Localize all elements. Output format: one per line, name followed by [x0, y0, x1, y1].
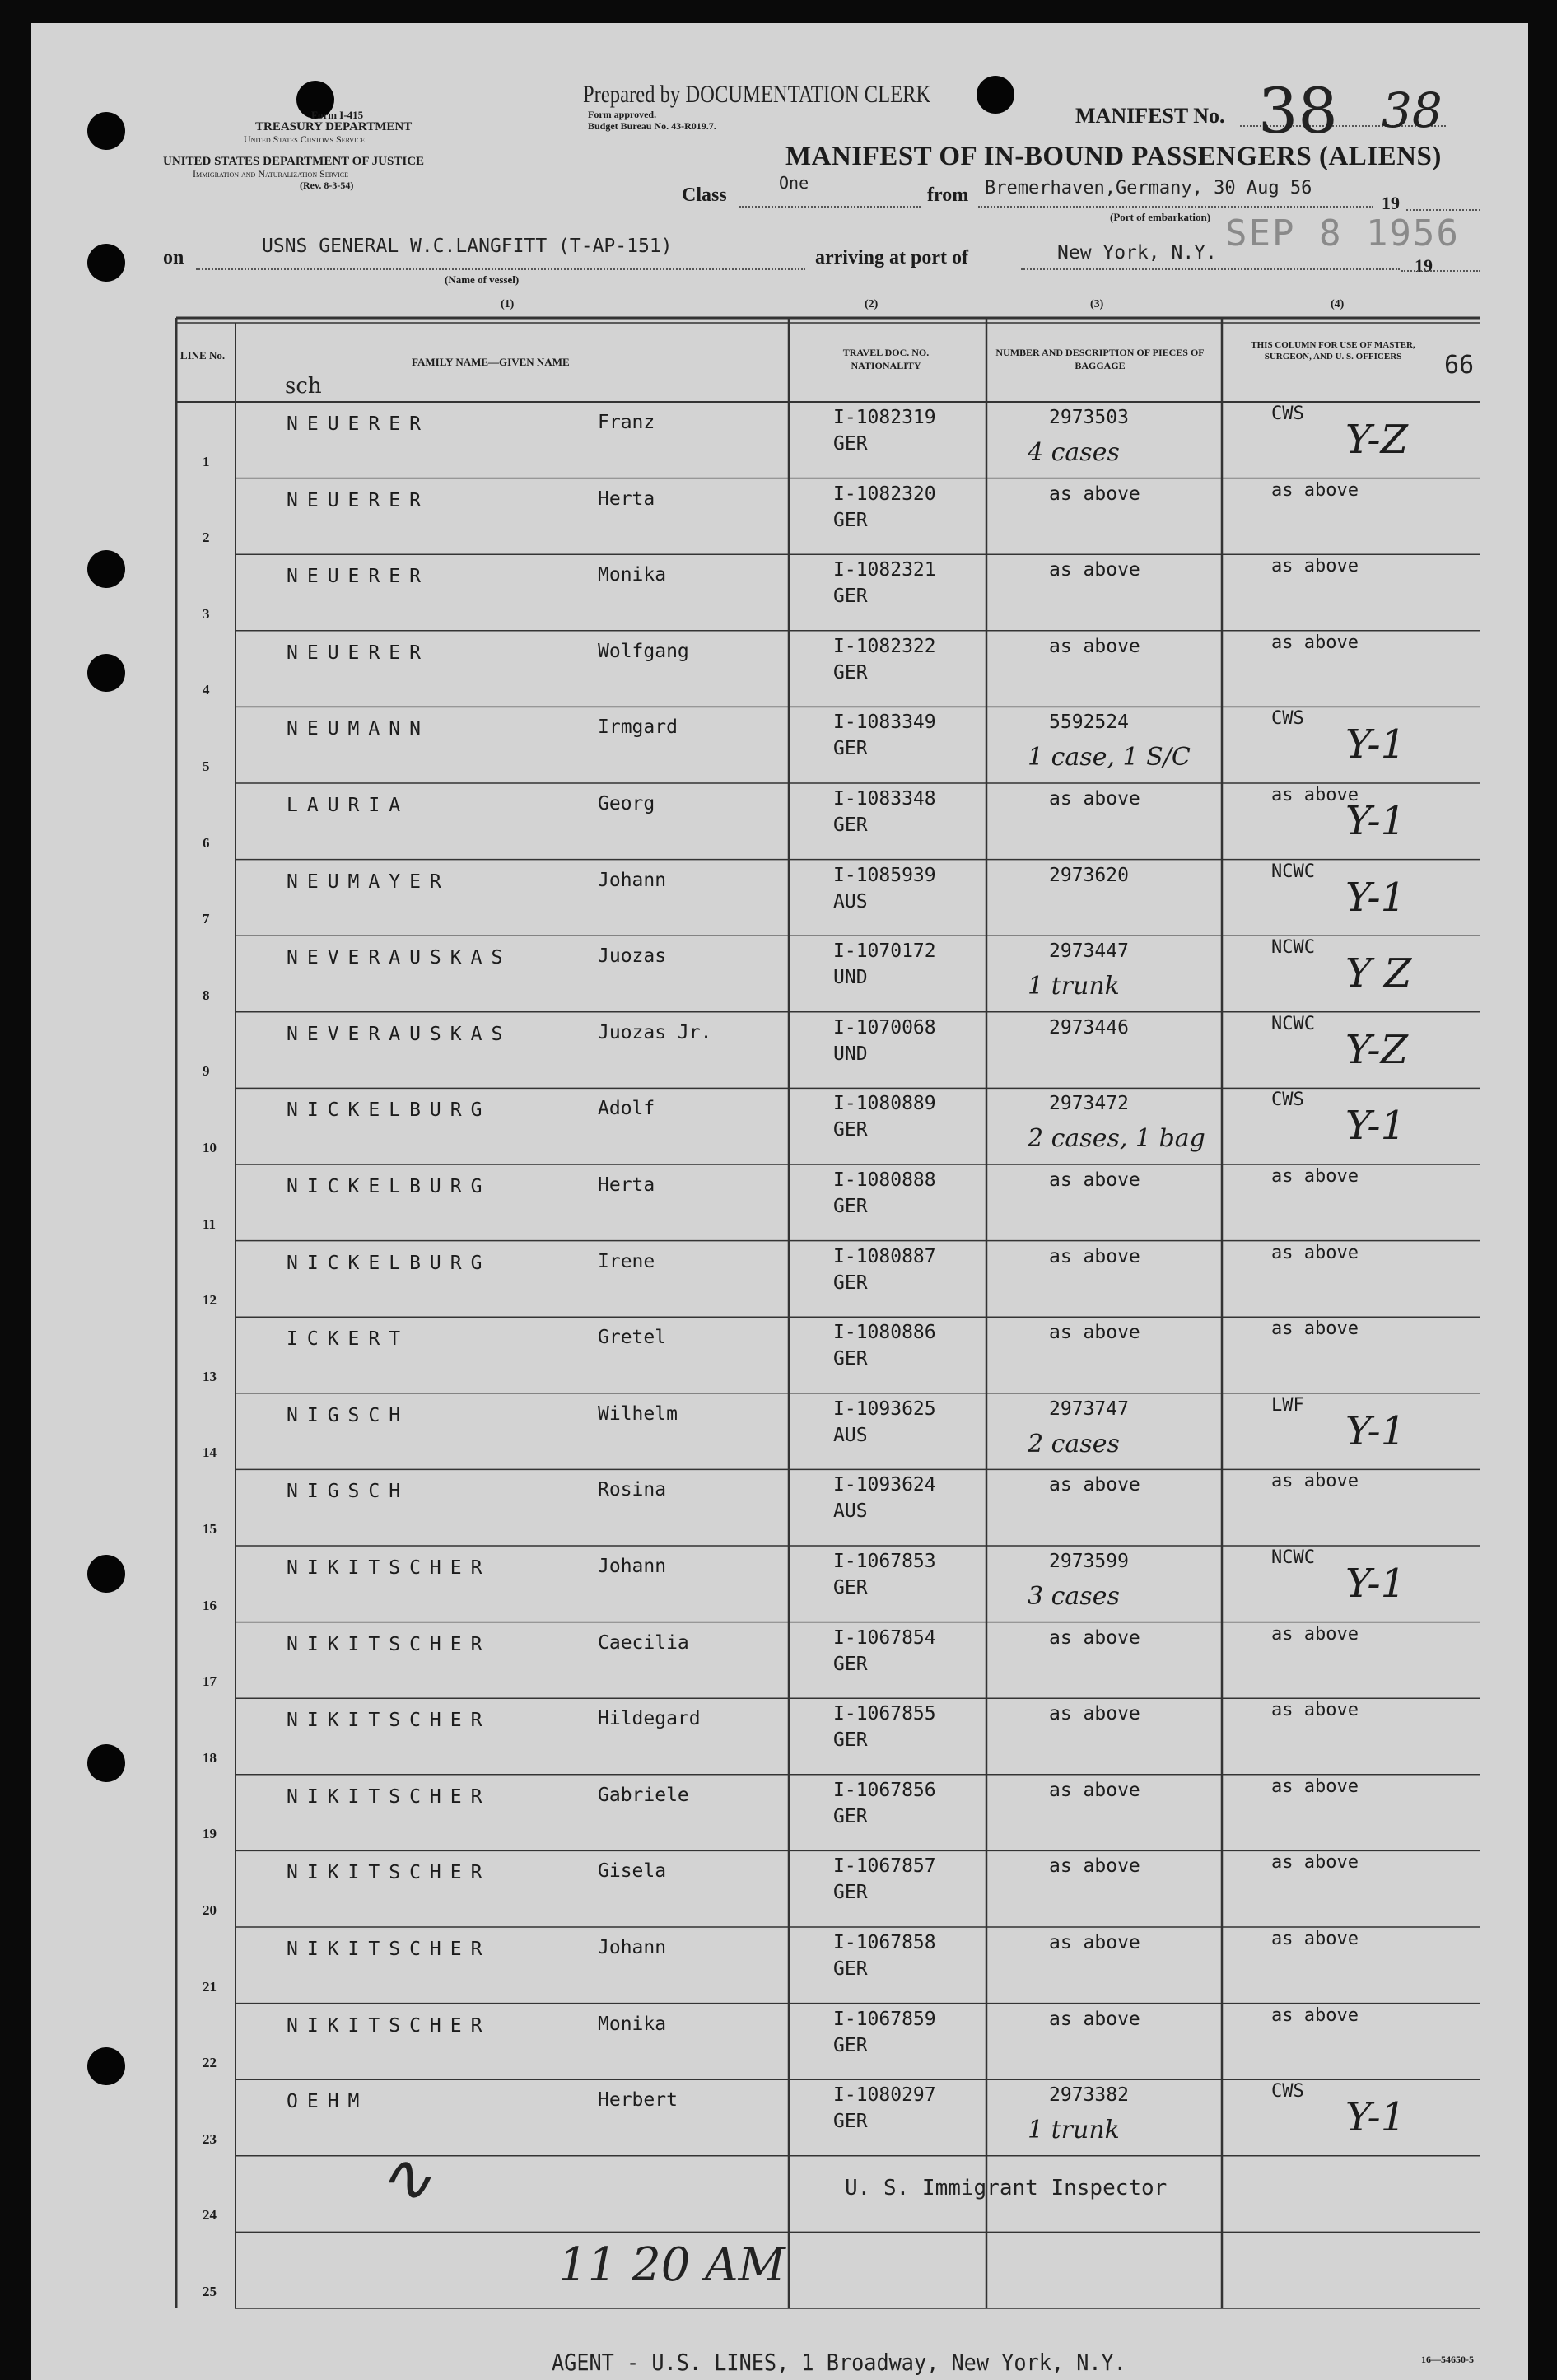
baggage-note: 1 trunk	[1028, 972, 1120, 1001]
family-name: NEUERER	[287, 413, 430, 435]
line-number: 9	[203, 1063, 210, 1080]
official-mark: Y-1	[1345, 1103, 1406, 1150]
agency: as above	[1271, 479, 1359, 501]
line-number: 19	[203, 1826, 217, 1842]
table-row	[31, 2079, 1528, 2156]
nationality: GER	[833, 1196, 868, 1217]
family-name: NEUERER	[287, 489, 430, 511]
family-name: NICKELBURG	[287, 1252, 492, 1274]
line-number: 8	[203, 987, 210, 1003]
on-label: on	[163, 247, 184, 268]
given-name: Johann	[598, 869, 667, 891]
agency: as above	[1271, 1929, 1359, 1949]
inspector-signature: ∿	[377, 2140, 433, 2216]
travel-doc-number: I-1082322	[833, 635, 936, 657]
travel-doc-number: I-1093624	[833, 1474, 936, 1496]
table-row	[31, 1317, 1528, 1393]
baggage: as above	[1049, 559, 1140, 581]
nationality: AUS	[833, 890, 868, 912]
line-number: 7	[203, 911, 210, 927]
given-name: Gabriele	[598, 1784, 689, 1806]
table-row	[31, 1241, 1528, 1318]
agency: CWS	[1271, 404, 1304, 424]
official-mark: Y-Z	[1345, 417, 1408, 463]
column-number: (3)	[1090, 298, 1104, 310]
agent-stamp: AGENT - U.S. LINES, 1 Broadway, New York, N.Y.	[552, 2349, 1126, 2376]
official-mark: Y-1	[1345, 798, 1406, 844]
family-name: NIKITSCHER	[287, 1633, 492, 1655]
revision-label: (Rev. 8-3-54)	[300, 180, 354, 191]
table-row	[31, 1927, 1528, 2004]
family-name: NIKITSCHER	[287, 1939, 492, 1960]
nationality: GER	[833, 1653, 868, 1675]
official-mark: Y-1	[1345, 1407, 1406, 1454]
agency: as above	[1271, 1242, 1359, 1263]
table-row	[31, 1164, 1528, 1241]
given-name: Irene	[598, 1250, 655, 1272]
agency: NCWC	[1271, 861, 1315, 882]
nationality: GER	[833, 1729, 868, 1752]
agency: as above	[1271, 785, 1359, 805]
baggage: 2973747	[1049, 1398, 1129, 1420]
travel-doc-number: I-1080889	[833, 1093, 936, 1115]
line-number: 4	[203, 682, 210, 698]
col-header-officers: THIS COLUMN FOR USE OF MASTER, SURGEON, AND U. S. OFFICERS	[1251, 340, 1415, 362]
class-label: Class	[682, 184, 727, 206]
line-number: 17	[203, 1673, 217, 1690]
travel-doc-number: I-1082320	[833, 483, 936, 505]
table-row	[31, 2156, 1528, 2233]
nationality: GER	[833, 814, 868, 836]
line-number: 6	[203, 834, 210, 851]
baggage: as above	[1049, 1703, 1140, 1725]
agency: NCWC	[1271, 937, 1315, 959]
baggage-note: 2 cases, 1 bag	[1028, 1124, 1205, 1154]
line-number: 10	[203, 1139, 217, 1155]
header-note: sch	[285, 374, 322, 399]
given-name: Wolfgang	[598, 640, 689, 662]
col-header-baggage: NUMBER AND DESCRIPTION OF PIECES OF BAGGAGE	[995, 347, 1205, 371]
table-row	[31, 1698, 1528, 1775]
line-number: 14	[203, 1444, 217, 1461]
travel-doc-number: I-1083348	[833, 788, 936, 810]
family-name: NIGSCH	[287, 1481, 410, 1503]
family-name: NEUERER	[287, 642, 430, 664]
family-name: NIKITSCHER	[287, 1862, 492, 1884]
column-number: (1)	[501, 298, 515, 310]
baggage: 2973620	[1049, 864, 1129, 886]
travel-doc-number: I-1080888	[833, 1169, 936, 1191]
agency: as above	[1271, 556, 1359, 577]
family-name: NEVERAUSKAS	[287, 1023, 512, 1045]
date-stamp: SEP 8 1956	[1225, 212, 1460, 254]
col-header-line-no: LINE No.	[179, 349, 226, 362]
agency: as above	[1271, 1700, 1359, 1721]
nationality: GER	[833, 1348, 868, 1370]
travel-doc-number: I-1067854	[833, 1626, 936, 1649]
customs-label: United States Customs Service	[244, 133, 365, 145]
baggage-note: 1 trunk	[1028, 2116, 1120, 2145]
agency: CWS	[1271, 708, 1304, 730]
manifest-number-copy: 38	[1382, 82, 1443, 138]
baggage: 2973503	[1049, 407, 1129, 428]
agency: as above	[1271, 2004, 1359, 2026]
given-name: Rosina	[598, 1479, 667, 1501]
official-mark: Y-1	[1345, 874, 1406, 921]
nationality: GER	[833, 661, 868, 684]
line-number: 23	[203, 2130, 217, 2147]
class-value: One	[779, 173, 809, 193]
given-name: Johann	[598, 1556, 667, 1577]
from-label: from	[927, 184, 969, 206]
nationality: GER	[833, 1119, 868, 1141]
agency: as above	[1271, 632, 1359, 653]
family-name: NEUERER	[287, 566, 430, 588]
official-mark: Y-1	[1345, 721, 1406, 768]
baggage: 2973599	[1049, 1551, 1129, 1572]
nationality: AUS	[833, 1500, 868, 1523]
baggage: as above	[1049, 1322, 1140, 1344]
family-name: LAURIA	[287, 795, 410, 816]
given-name: Irmgard	[598, 716, 678, 739]
baggage-note: 3 cases	[1028, 1582, 1120, 1611]
official-mark: Y-Z	[1345, 1026, 1408, 1073]
given-name: Wilhelm	[598, 1402, 678, 1425]
agency: as above	[1271, 1166, 1359, 1187]
page-title: MANIFEST OF IN-BOUND PASSENGERS (ALIENS)	[785, 142, 1442, 171]
baggage: as above	[1049, 788, 1140, 810]
line-number: 2	[203, 530, 210, 546]
line-number: 12	[203, 1292, 217, 1309]
travel-doc-number: I-1082321	[833, 559, 936, 581]
travel-doc-number: I-1083349	[833, 712, 936, 734]
agency: CWS	[1271, 2081, 1304, 2102]
line-number: 11	[203, 1216, 217, 1232]
nationality: GER	[833, 1577, 868, 1598]
given-name: Georg	[598, 793, 655, 814]
given-name: Monika	[598, 564, 667, 586]
line-number: 20	[203, 1902, 217, 1918]
ins-label: Immigration and Naturalization Service	[193, 168, 349, 180]
baggage: 2973382	[1049, 2084, 1129, 2107]
nationality: GER	[833, 2034, 868, 2056]
official-mark: Y-1	[1345, 2094, 1406, 2141]
manifest-no-label: MANIFEST No.	[1075, 104, 1225, 128]
travel-doc-number: I-1067855	[833, 1703, 936, 1725]
agency: as above	[1271, 1318, 1359, 1340]
travel-doc-number: I-1070068	[833, 1016, 936, 1038]
baggage-note: 2 cases	[1028, 1429, 1120, 1458]
agency: LWF	[1271, 1394, 1304, 1416]
line-number: 5	[203, 758, 210, 774]
year-suffix-2: 19	[1415, 255, 1433, 276]
line-number: 21	[203, 1978, 217, 1995]
family-name: NIKITSCHER	[287, 2014, 492, 2037]
table-row	[31, 1012, 1528, 1089]
nationality: GER	[833, 2111, 868, 2133]
table-row	[31, 1546, 1528, 1622]
agency: as above	[1271, 1623, 1359, 1645]
given-name: Herbert	[598, 2089, 678, 2112]
agency: as above	[1271, 1776, 1359, 1797]
line-number: 15	[203, 1520, 217, 1537]
given-name: Gisela	[598, 1860, 667, 1883]
baggage: as above	[1049, 1169, 1140, 1191]
family-name: NIGSCH	[287, 1404, 410, 1426]
travel-doc-number: I-1093625	[833, 1398, 936, 1420]
baggage: as above	[1049, 2008, 1140, 2030]
baggage: 2973446	[1049, 1016, 1129, 1038]
table-row	[31, 2004, 1528, 2080]
nationality: GER	[833, 738, 868, 760]
table-row	[31, 783, 1528, 860]
vessel-name: USNS GENERAL W.C.LANGFITT (T-AP-151)	[262, 236, 673, 257]
from-value: Bremerhaven,Germany, 30 Aug 56	[985, 178, 1312, 198]
travel-doc-number: I-1080886	[833, 1322, 936, 1344]
line-number: 3	[203, 605, 210, 622]
travel-doc-number: I-1080297	[833, 2084, 936, 2107]
nationality: GER	[833, 1958, 868, 1980]
family-name: NICKELBURG	[287, 1099, 492, 1122]
agency: as above	[1271, 1471, 1359, 1492]
agency: NCWC	[1271, 1013, 1315, 1034]
treasury-label: TREASURY DEPARTMENT	[255, 120, 413, 133]
line-number: 16	[203, 1597, 217, 1613]
agency: as above	[1271, 1852, 1359, 1874]
year-suffix: 19	[1382, 193, 1400, 213]
agency: NCWC	[1271, 1547, 1315, 1568]
table-row	[31, 402, 1528, 478]
line-number: 18	[203, 1749, 217, 1766]
travel-doc-number: I-1080887	[833, 1245, 936, 1267]
family-name: NEUMAYER	[287, 870, 450, 893]
print-code: 16—54650-5	[1421, 2354, 1474, 2365]
nationality: GER	[833, 586, 868, 608]
baggage: as above	[1049, 1474, 1140, 1496]
given-name: Juozas Jr.	[598, 1021, 712, 1043]
travel-doc-number: I-1067859	[833, 2008, 936, 2030]
table-row	[31, 860, 1528, 936]
given-name: Gretel	[598, 1327, 667, 1349]
family-name: OEHM	[287, 2091, 369, 2113]
official-mark: Y-1	[1345, 1561, 1406, 1607]
given-name: Johann	[598, 1937, 667, 1958]
table-row	[31, 707, 1528, 783]
table-row	[31, 1775, 1528, 1851]
arriving-label: arriving at port of	[815, 247, 968, 268]
family-name: NEUMANN	[287, 718, 430, 740]
baggage: as above	[1049, 1855, 1140, 1878]
table-row	[31, 1850, 1528, 1927]
budget-number: Budget Bureau No. 43-R019.7.	[588, 120, 716, 132]
nationality: GER	[833, 1272, 868, 1294]
given-name: Herta	[598, 1174, 655, 1196]
family-name: NICKELBURG	[287, 1176, 492, 1197]
nationality: UND	[833, 1043, 868, 1065]
nationality: GER	[833, 1882, 868, 1904]
table-row	[31, 1469, 1528, 1546]
form-number: Form I-415	[311, 109, 364, 121]
baggage: 5592524	[1049, 712, 1129, 734]
given-name: Herta	[598, 488, 655, 510]
nationality: GER	[833, 509, 868, 531]
travel-doc-number: I-1067857	[833, 1855, 936, 1878]
nationality: GER	[833, 1805, 868, 1827]
given-name: Monika	[598, 2013, 667, 2035]
travel-doc-number: I-1067858	[833, 1932, 936, 1953]
given-name: Caecilia	[598, 1631, 689, 1654]
port-caption: (Port of embarkation)	[1110, 211, 1211, 223]
table-row	[31, 1393, 1528, 1470]
prepared-stamp: Prepared by DOCUMENTATION CLERK	[583, 81, 931, 108]
table-row	[31, 1622, 1528, 1699]
travel-doc-number: I-1067856	[833, 1779, 936, 1801]
form-approved: Form approved.	[588, 109, 657, 120]
nationality: UND	[833, 967, 868, 989]
given-name: Adolf	[598, 1098, 655, 1120]
time-note: 11 20 AM	[558, 2238, 785, 2292]
manifest-number: 38	[1258, 74, 1338, 147]
table-row	[31, 478, 1528, 555]
family-name: ICKERT	[287, 1328, 410, 1351]
baggage: as above	[1049, 1626, 1140, 1649]
justice-label: UNITED STATES DEPARTMENT OF JUSTICE	[163, 155, 425, 168]
table-row	[31, 631, 1528, 707]
family-name: NIKITSCHER	[287, 1557, 492, 1579]
given-name: Juozas	[598, 945, 667, 968]
baggage: as above	[1049, 1245, 1140, 1267]
family-name: NIKITSCHER	[287, 1710, 492, 1732]
baggage: as above	[1049, 635, 1140, 657]
column-number: (2)	[865, 298, 879, 310]
line-number: 13	[203, 1368, 217, 1384]
col-header-travel-doc: TRAVEL DOC. NO. NATIONALITY	[842, 347, 930, 371]
baggage: as above	[1049, 483, 1140, 505]
nationality: GER	[833, 433, 868, 455]
travel-doc-number: I-1085939	[833, 864, 936, 886]
inspector-label: U. S. Immigrant Inspector	[845, 2176, 1168, 2200]
vessel-caption: (Name of vessel)	[445, 273, 520, 286]
baggage: as above	[1049, 1932, 1140, 1953]
given-name: Hildegard	[598, 1708, 701, 1730]
family-name: NIKITSCHER	[287, 1785, 492, 1808]
baggage-note: 1 case, 1 S/C	[1028, 743, 1191, 772]
line-number: 25	[203, 2283, 217, 2299]
table-row	[31, 554, 1528, 631]
agency: CWS	[1271, 1090, 1304, 1111]
col-header-name: FAMILY NAME—GIVEN NAME	[412, 356, 570, 368]
manifest-page	[31, 23, 1528, 2380]
line-number: 22	[203, 2055, 217, 2071]
travel-doc-number: I-1067853	[833, 1551, 936, 1572]
travel-doc-number: I-1082319	[833, 407, 936, 428]
line-number: 24	[203, 2207, 217, 2224]
line-number: 1	[203, 453, 210, 469]
baggage: 2973447	[1049, 940, 1129, 963]
baggage: as above	[1049, 1779, 1140, 1801]
officers-note: 66	[1444, 351, 1475, 380]
table-row	[31, 936, 1528, 1012]
arrival-port: New York, N.Y.	[1057, 242, 1217, 264]
baggage-note: 4 cases	[1028, 438, 1120, 467]
column-number: (4)	[1331, 298, 1345, 310]
official-mark: Y Z	[1345, 950, 1412, 997]
family-name: NEVERAUSKAS	[287, 947, 512, 969]
baggage: 2973472	[1049, 1093, 1129, 1115]
nationality: AUS	[833, 1424, 868, 1446]
given-name: Franz	[598, 412, 655, 433]
travel-doc-number: I-1070172	[833, 940, 936, 963]
table-row	[31, 1088, 1528, 1164]
